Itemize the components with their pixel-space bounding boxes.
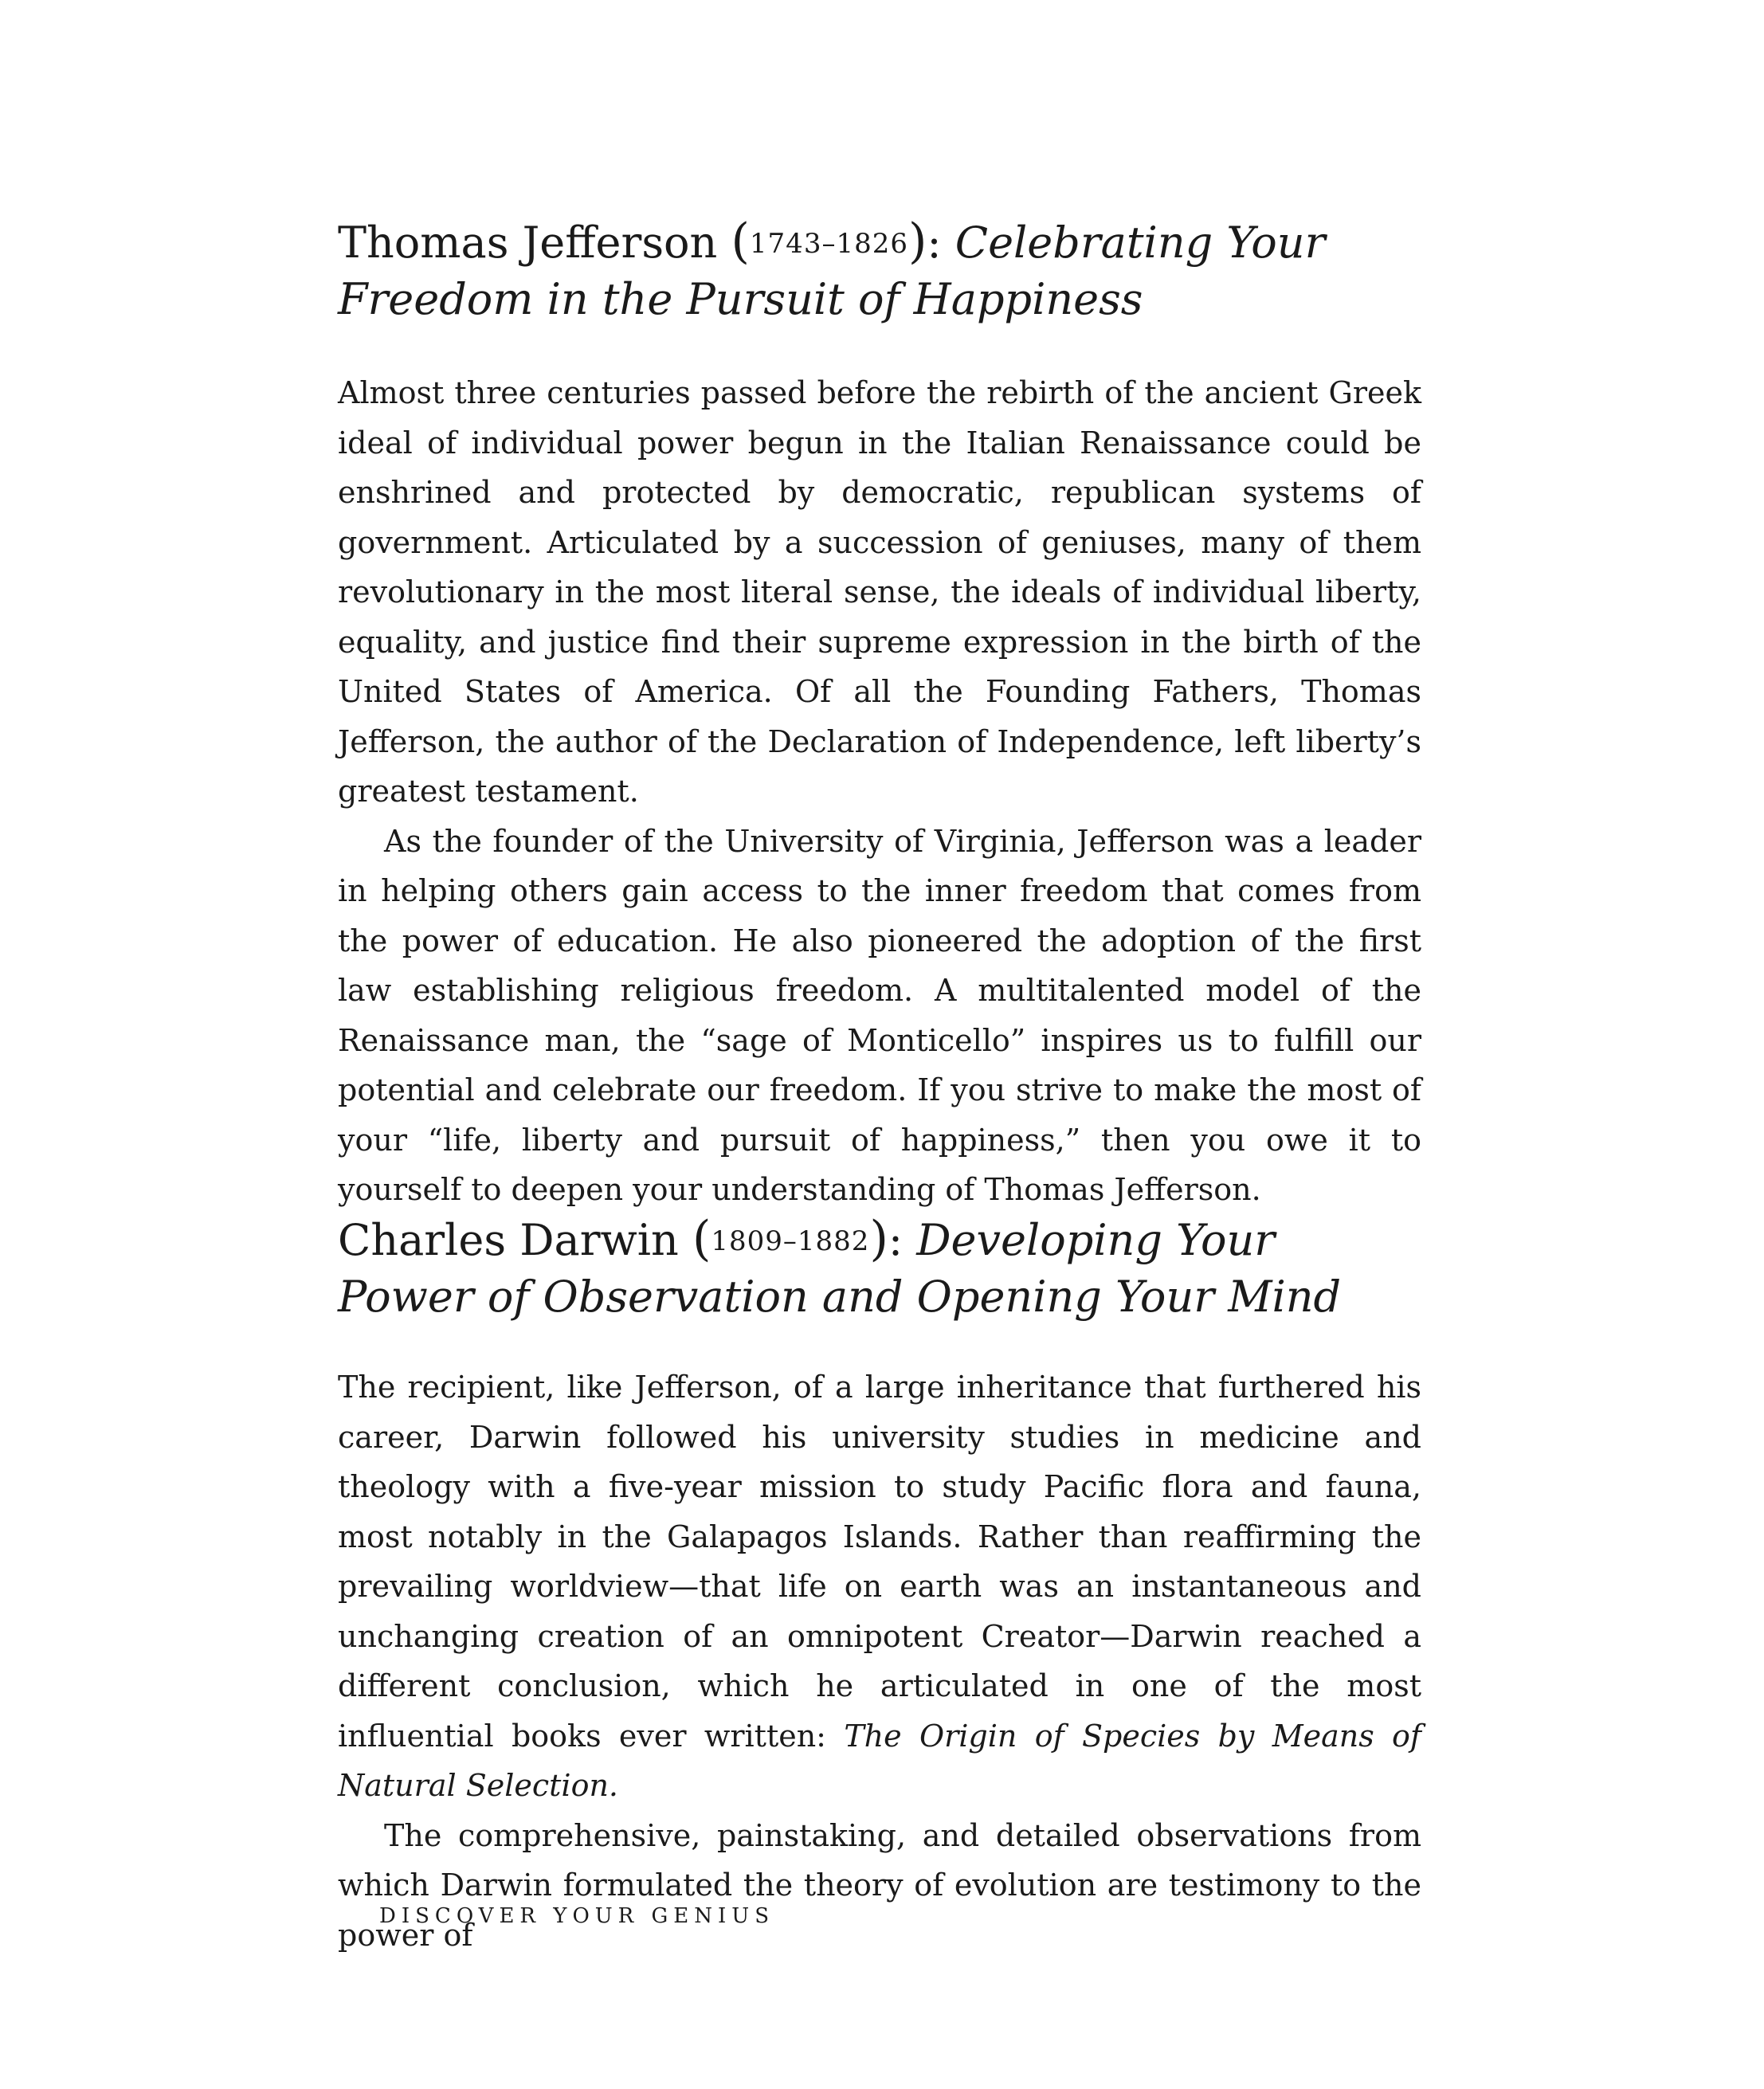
- darwin-body: [338, 1362, 1421, 1960]
- heading-subtitle: Developing Your Power of Observation and Opening Your Mind: [338, 1215, 1342, 1322]
- heading-subtitle: Celebrating Your Freedom in the Pursuit of Happiness: [338, 218, 1326, 324]
- heading-name: Thomas Jefferson: [338, 218, 718, 268]
- heading-dates: 1809–1882: [711, 1225, 870, 1257]
- section-heading: Thomas Jefferson (1743–1826): Celebrating Your Freedom in the Pursuit of Happiness: [338, 214, 1326, 324]
- paragraph-text: The recipient, like Jefferson, of a large inheritance that furthered his career, Darwin followed his university studies in medicine and theology with a five-year mission to study Pacific flora and fauna, most notably in the Galapagos Islands. Rather than reaffirming the prevailing worldview—that life on earth was an instantaneous and unchanging creation of an omnipotent Creator—Darwin reached a different conclusion, which he articulated in one of the most influential books ever written:: [338, 1370, 1421, 1754]
- jefferson-heading: [338, 214, 1421, 327]
- paragraph: As the founder of the University of Virginia, Jefferson was a leader in helping others gain access to the inner freedom that comes from the power of education. He also pioneered the adoption of the first law establishing religious freedom. A multitalented model of the Renaissance man, the “sage of Monticello” inspires us to fulfill our potential and celebrate our freedom. If you strive to make the most of your “life, liberty and pursuit of happiness,” then you owe it to yourself to deepen your understanding of Thomas Jefferson.: [338, 823, 1421, 1207]
- book-title: The Origin of Species by Means of Natural Selection.: [338, 1718, 1421, 1803]
- heading-name: Charles Darwin: [338, 1215, 679, 1265]
- jefferson-body: [338, 368, 1421, 1215]
- section-heading: Charles Darwin (1809–1882): Developing Your Power of Observation and Opening Your Mind: [338, 1211, 1342, 1322]
- running-footer: DISCOVER YOUR GENIUS: [379, 1904, 775, 1928]
- heading-dates: 1743–1826: [749, 228, 908, 260]
- paragraph: [338, 1362, 1421, 1811]
- paragraph: The comprehensive, painstaking, and detailed observations from which Darwin formulated the theory of evolution are testimony to the power of: [338, 1817, 1421, 1953]
- darwin-heading: [338, 1211, 1421, 1325]
- paragraph: Almost three centuries passed before the rebirth of the ancient Greek ideal of individual power begun in the Italian Renaissance could be enshrined and protected by democratic, republican systems of government. Articulated by a succession of geniuses, many of them revolutionary in the most literal sense, the ideals of individual liberty, equality, and justice find their supreme expression in the birth of the United States of America. Of all the Founding Fathers, Thomas Jefferson, the author of the Declaration of Independence, left liberty’s greatest testament.: [338, 375, 1421, 809]
